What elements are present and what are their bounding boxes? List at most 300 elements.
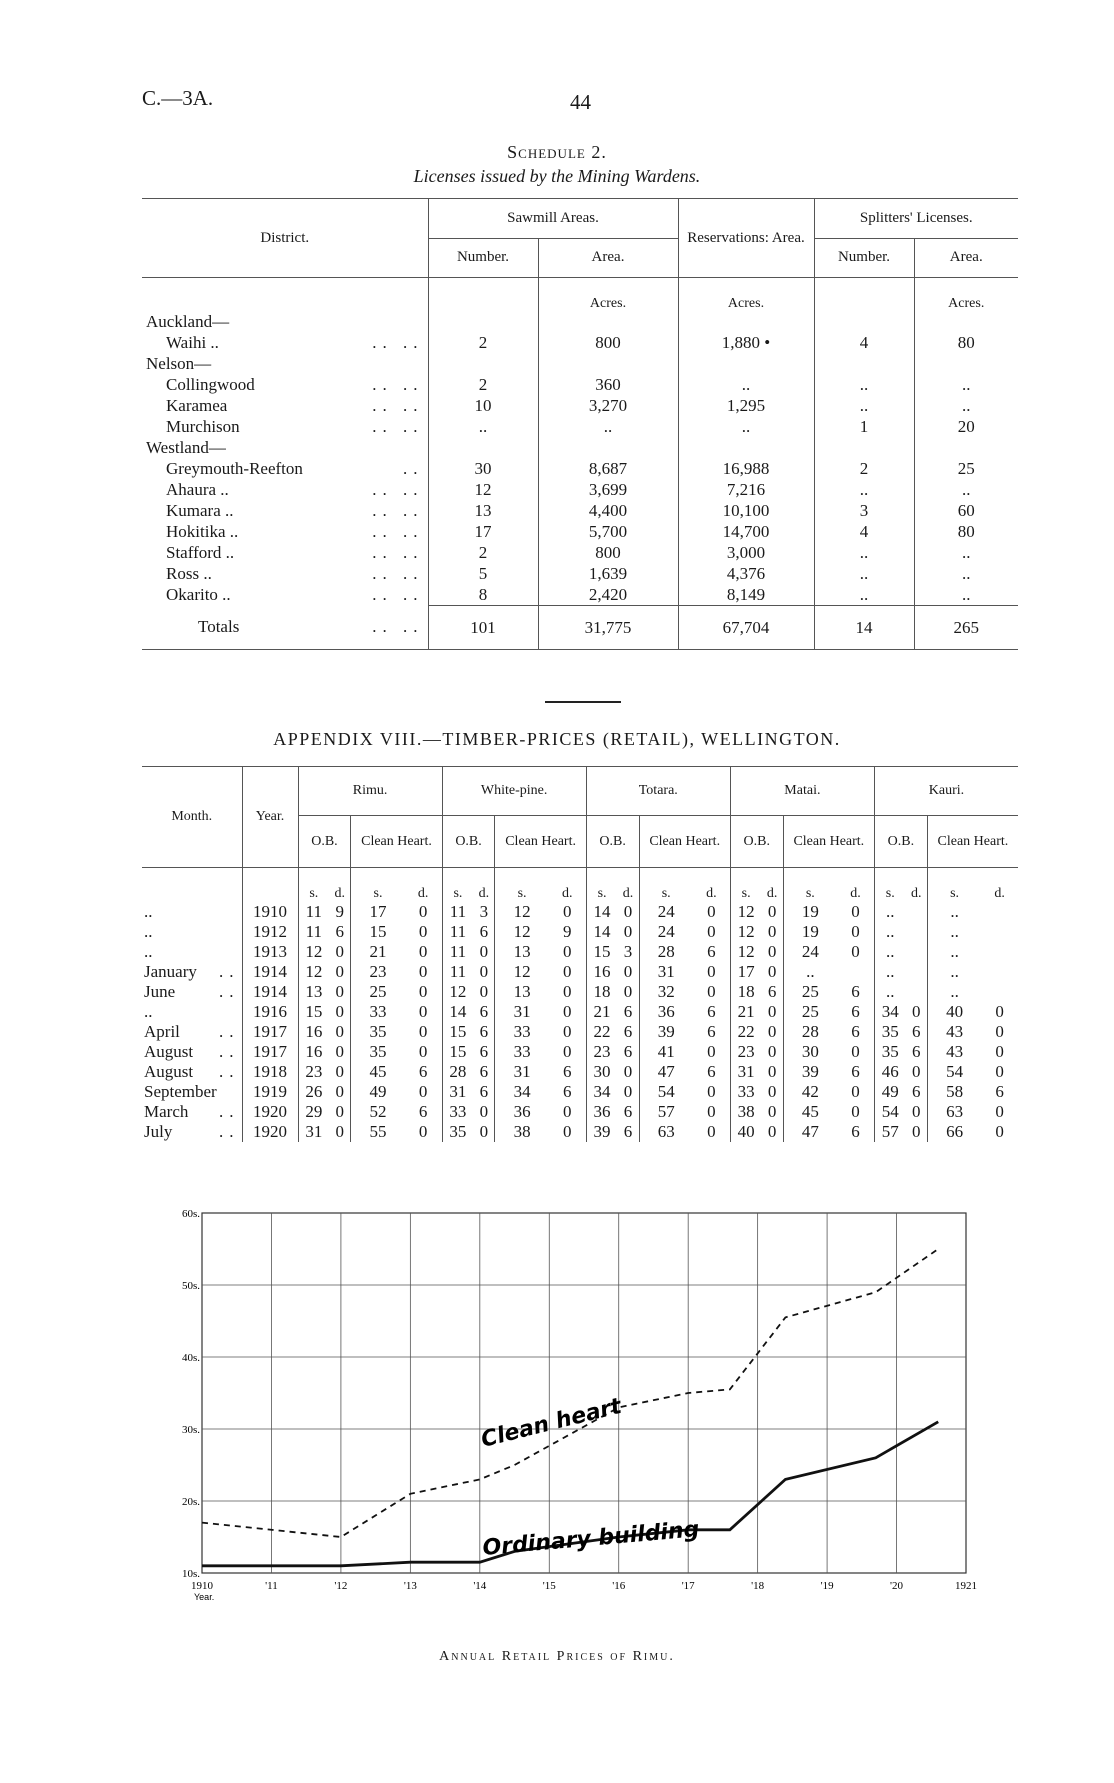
price-pence: [981, 922, 1018, 942]
price-pence: 6: [851, 1121, 860, 1141]
price-shillings: 19: [783, 922, 837, 942]
price-pence: 0: [767, 1001, 777, 1021]
sawmill-number: 17: [428, 522, 538, 543]
district-name: Ross ..: [166, 564, 212, 583]
leader-dots: ..: [219, 1121, 240, 1141]
price-pence: [981, 902, 1018, 922]
price-pence: 0: [767, 1041, 777, 1061]
appendix-title: APPENDIX VIII.—TIMBER-PRICES (RETAIL), WELLINGTON.: [273, 729, 841, 749]
price-shillings: 43: [927, 1022, 981, 1042]
year-cell: 1918: [242, 1062, 298, 1082]
price-shillings: 16: [586, 962, 617, 982]
leader-dots: .. ..: [372, 333, 424, 352]
x-tick-label: '11: [265, 1580, 278, 1592]
price-shillings: 33: [351, 1002, 405, 1022]
price-pence: 0: [562, 1101, 572, 1121]
price-shillings: 40: [927, 1002, 981, 1022]
price-shillings: 15: [351, 922, 405, 942]
reservation-area: ..: [678, 417, 814, 438]
price-shillings: 11: [442, 962, 473, 982]
sawmill-number: [428, 438, 538, 459]
price-pence: 0: [562, 1041, 572, 1061]
x-tick-label: '18: [751, 1580, 765, 1592]
price-pence: 0: [707, 1081, 716, 1101]
price-pence: 0: [418, 1001, 428, 1021]
price-shillings: 45: [351, 1062, 405, 1082]
price-shillings: 63: [927, 1102, 981, 1122]
sawmill-area: 1,639: [538, 564, 678, 585]
price-pence: 0: [418, 1041, 428, 1061]
area-unit: Acres.: [538, 278, 678, 312]
district-row: [142, 522, 1018, 543]
price-shillings: 49: [874, 1082, 905, 1102]
splitters-number: [814, 438, 914, 459]
price-shillings: 11: [298, 922, 329, 942]
splitters-area: ..: [914, 480, 1018, 501]
price-shillings: 31: [495, 1002, 549, 1022]
price-pence: 0: [851, 921, 860, 941]
reservation-area: 10,100: [678, 501, 814, 522]
price-pence: 9: [562, 921, 572, 941]
y-tick-label: 20s.: [181, 1496, 200, 1508]
price-pence: 0: [418, 981, 428, 1001]
price-pence: [906, 922, 928, 942]
price-shillings: ..: [874, 962, 905, 982]
price-shillings: 28: [639, 942, 693, 962]
year-cell: 1914: [242, 962, 298, 982]
price-pence: 6: [479, 1061, 489, 1081]
price-shillings: ..: [927, 922, 981, 942]
x-tick-label: '19: [820, 1580, 834, 1592]
price-pence: 6: [479, 921, 489, 941]
reservation-area: 4,376: [678, 564, 814, 585]
sawmill-area: 360: [538, 375, 678, 396]
price-shillings: 31: [730, 1062, 761, 1082]
sawmill-area: ..: [538, 417, 678, 438]
reservation-area: 16,988: [678, 459, 814, 480]
price-pence: 0: [623, 1061, 633, 1081]
district-name: Auckland—: [146, 312, 230, 331]
district-row: [142, 480, 1018, 501]
x-tick-label: '20: [890, 1580, 904, 1592]
price-shillings: 57: [874, 1122, 905, 1142]
price-pence: 6: [623, 1101, 633, 1121]
year-cell: 1910: [242, 902, 298, 922]
x-tick-label: '14: [473, 1580, 487, 1592]
pence-unit: d.: [910, 885, 922, 901]
price-shillings: 13: [495, 982, 549, 1002]
year-cell: 1917: [242, 1042, 298, 1062]
price-shillings: 21: [730, 1002, 761, 1022]
sp-area-unit: Acres.: [914, 278, 1018, 312]
sawmill-number: 8: [428, 585, 538, 606]
price-pence: 0: [562, 1021, 572, 1041]
ob-header: O.B.: [586, 816, 639, 868]
month-name: July: [144, 1121, 173, 1141]
reservation-area: 14,700: [678, 522, 814, 543]
price-pence: 0: [418, 961, 428, 981]
splitters-number: [814, 312, 914, 333]
sawmill-area: 3,270: [538, 396, 678, 417]
district-row: [142, 417, 1018, 438]
price-shillings: 14: [586, 922, 617, 942]
district-name: Murchison: [166, 417, 240, 436]
price-shillings: 28: [442, 1062, 473, 1082]
price-shillings: ..: [783, 962, 837, 982]
price-pence: 0: [767, 1121, 777, 1141]
district-name: Karamea: [166, 396, 228, 415]
section-divider: [545, 701, 621, 703]
ob-header: O.B.: [730, 816, 783, 868]
price-shillings: 46: [874, 1062, 905, 1082]
price-pence: 0: [479, 981, 489, 1001]
price-shillings: 11: [298, 902, 329, 922]
number-header: Number.: [428, 238, 538, 278]
district-row: [142, 312, 1018, 333]
leader-dots: ..: [219, 1021, 240, 1041]
reservations-header: Reservations: Area.: [678, 199, 814, 278]
price-shillings: 36: [586, 1102, 617, 1122]
price-shillings: 34: [874, 1002, 905, 1022]
price-pence: [981, 962, 1018, 982]
price-row: [142, 1102, 1018, 1122]
splitters-number: ..: [814, 480, 914, 501]
price-pence: 0: [707, 901, 716, 921]
district-row: [142, 375, 1018, 396]
price-pence: 6: [707, 941, 716, 961]
x-tick-label: 1921: [955, 1580, 977, 1592]
splitters-number: ..: [814, 543, 914, 564]
sawmill-number: 2: [428, 333, 538, 354]
leader-dots: ..: [219, 1041, 240, 1061]
shillings-unit: s.: [639, 868, 693, 902]
y-tick-label: 30s.: [181, 1424, 200, 1436]
price-pence: 3: [623, 941, 633, 961]
splitters-area: ..: [914, 375, 1018, 396]
price-pence: 0: [562, 1121, 572, 1141]
price-shillings: 39: [586, 1122, 617, 1142]
price-shillings: 16: [298, 1042, 329, 1062]
reservation-area: [678, 312, 814, 333]
price-pence: 0: [479, 941, 489, 961]
price-shillings: 16: [298, 1022, 329, 1042]
price-shillings: 19: [783, 902, 837, 922]
price-pence: 0: [623, 921, 633, 941]
year-cell: 1914: [242, 982, 298, 1002]
reservation-area: [678, 354, 814, 375]
splitters-number: ..: [814, 585, 914, 606]
price-pence: 0: [911, 1101, 921, 1121]
month-name: September: [144, 1081, 217, 1101]
district-header: District.: [142, 199, 428, 278]
price-pence: 0: [911, 1121, 921, 1141]
price-pence: 0: [851, 1041, 860, 1061]
price-pence: 6: [707, 1001, 716, 1021]
sawmill-header: Sawmill Areas.: [428, 199, 678, 239]
price-pence: 6: [623, 1021, 633, 1041]
price-row: [142, 942, 1018, 962]
district-name: Nelson—: [146, 354, 212, 373]
splitters-area: 60: [914, 501, 1018, 522]
year-cell: 1912: [242, 922, 298, 942]
sawmill-area: 3,699: [538, 480, 678, 501]
pence-unit: d.: [334, 885, 345, 901]
price-shillings: 15: [442, 1042, 473, 1062]
price-pence: 0: [995, 1101, 1004, 1121]
price-pence: 6: [851, 1021, 860, 1041]
price-shillings: 39: [639, 1022, 693, 1042]
y-tick-label: 10s.: [181, 1568, 200, 1580]
price-shillings: 21: [351, 942, 405, 962]
price-shillings: 36: [639, 1002, 693, 1022]
year-header: Year.: [242, 767, 298, 868]
price-pence: 0: [767, 901, 777, 921]
reservation-area: [678, 438, 814, 459]
leader-dots: .. ..: [372, 501, 424, 520]
reservation-area: 1,880 •: [678, 333, 814, 354]
splitters-number: ..: [814, 564, 914, 585]
price-pence: [837, 962, 875, 982]
price-pence: 6: [562, 1061, 572, 1081]
shillings-unit: s.: [298, 868, 329, 902]
price-pence: 6: [623, 1121, 633, 1141]
price-pence: 0: [995, 1061, 1004, 1081]
price-shillings: 47: [783, 1122, 837, 1142]
sawmill-number: [428, 354, 538, 375]
price-pence: 6: [911, 1081, 921, 1101]
total-reservations: 67,704: [678, 606, 814, 650]
district-row: [142, 396, 1018, 417]
price-pence: 0: [418, 1021, 428, 1041]
sawmill-area: [538, 354, 678, 375]
sawmill-area: 5,700: [538, 522, 678, 543]
leader-dots: ..: [219, 961, 240, 981]
price-row: [142, 962, 1018, 982]
price-pence: 0: [335, 1121, 344, 1141]
x-axis-label: Year.: [194, 1592, 215, 1602]
price-shillings: 23: [586, 1042, 617, 1062]
price-shillings: 45: [783, 1102, 837, 1122]
splitters-number: 1: [814, 417, 914, 438]
timber-prices-table: [142, 766, 1018, 1142]
shillings-unit: s.: [927, 868, 981, 902]
price-shillings: 11: [442, 942, 473, 962]
price-shillings: 57: [639, 1102, 693, 1122]
price-shillings: 23: [730, 1042, 761, 1062]
licenses-table: [142, 198, 1018, 652]
price-pence: 0: [335, 1041, 344, 1061]
reservation-area: 8,149: [678, 585, 814, 606]
price-shillings: 13: [298, 982, 329, 1002]
price-pence: 6: [418, 1101, 428, 1121]
price-shillings: 12: [442, 982, 473, 1002]
price-pence: 6: [418, 1061, 428, 1081]
price-shillings: 25: [783, 982, 837, 1002]
price-pence: 6: [911, 1041, 921, 1061]
price-pence: 0: [911, 1061, 921, 1081]
plot-frame: [202, 1213, 966, 1573]
price-shillings: 12: [495, 922, 549, 942]
price-pence: 0: [335, 1021, 344, 1041]
price-shillings: 22: [586, 1022, 617, 1042]
x-tick-label: '15: [542, 1580, 556, 1592]
price-shillings: 12: [495, 902, 549, 922]
wood-header-kauri: Kauri.: [874, 767, 1018, 816]
price-pence: [981, 982, 1018, 1002]
price-shillings: 35: [874, 1042, 905, 1062]
price-shillings: 33: [495, 1042, 549, 1062]
price-pence: 0: [707, 981, 716, 1001]
shillings-unit: s.: [874, 868, 905, 902]
price-pence: 0: [335, 961, 344, 981]
price-pence: 0: [479, 1121, 489, 1141]
x-tick-label: 1910: [191, 1580, 213, 1592]
price-shillings: 15: [298, 1002, 329, 1022]
district-name: Okarito ..: [166, 585, 231, 604]
price-shillings: 30: [783, 1042, 837, 1062]
price-shillings: 55: [351, 1122, 405, 1142]
district-row: [142, 333, 1018, 354]
price-shillings: 14: [442, 1002, 473, 1022]
clean-heart-header: Clean Heart.: [351, 816, 442, 868]
sawmill-number: 10: [428, 396, 538, 417]
price-shillings: 52: [351, 1102, 405, 1122]
price-pence: 0: [707, 1041, 716, 1061]
price-pence: 0: [995, 1041, 1004, 1061]
year-cell: 1917: [242, 1022, 298, 1042]
price-shillings: 22: [730, 1022, 761, 1042]
price-pence: 0: [851, 941, 860, 961]
month-name: ..: [144, 1001, 153, 1021]
price-shillings: 25: [783, 1002, 837, 1022]
splitters-area: ..: [914, 543, 1018, 564]
price-pence: 0: [479, 961, 489, 981]
price-shillings: 35: [442, 1122, 473, 1142]
shillings-unit: s.: [730, 868, 761, 902]
price-shillings: 54: [927, 1062, 981, 1082]
price-shillings: ..: [927, 982, 981, 1002]
price-shillings: 33: [495, 1022, 549, 1042]
year-cell: 1913: [242, 942, 298, 962]
price-shillings: 12: [730, 902, 761, 922]
sawmill-number: 30: [428, 459, 538, 480]
clean-heart-header: Clean Heart.: [927, 816, 1018, 868]
sawmill-number: 2: [428, 543, 538, 564]
district-name: Hokitika ..: [166, 522, 239, 541]
price-shillings: 21: [586, 1002, 617, 1022]
ob-header: O.B.: [874, 816, 927, 868]
price-row: [142, 1062, 1018, 1082]
ob-header: O.B.: [298, 816, 351, 868]
district-row: [142, 564, 1018, 585]
price-pence: 0: [335, 1081, 344, 1101]
price-shillings: ..: [927, 962, 981, 982]
price-pence: 6: [562, 1081, 572, 1101]
schedule-subtitle: Licenses issued by the Mining Wardens.: [413, 166, 701, 186]
pence-unit: d.: [994, 885, 1005, 901]
month-name: ..: [144, 901, 153, 921]
res-unit: Acres.: [678, 278, 814, 312]
shillings-unit: s.: [442, 868, 473, 902]
price-shillings: 54: [639, 1082, 693, 1102]
district-name: Westland—: [146, 438, 226, 457]
price-shillings: ..: [874, 982, 905, 1002]
splitters-area: 80: [914, 522, 1018, 543]
price-shillings: 29: [298, 1102, 329, 1122]
splitters-number: [814, 354, 914, 375]
price-shillings: 33: [730, 1082, 761, 1102]
splitters-area: [914, 312, 1018, 333]
price-shillings: 28: [783, 1022, 837, 1042]
leader-dots: ..: [219, 1061, 240, 1081]
price-pence: 0: [707, 1121, 716, 1141]
clean-heart-header: Clean Heart.: [495, 816, 586, 868]
total-area: 31,775: [538, 606, 678, 650]
price-pence: 6: [479, 1081, 489, 1101]
sawmill-area: 2,420: [538, 585, 678, 606]
page-number: 44: [570, 90, 591, 114]
sawmill-area: [538, 438, 678, 459]
splitters-area: 25: [914, 459, 1018, 480]
clean-heart-line: [202, 1249, 938, 1537]
sawmill-area: [538, 312, 678, 333]
price-shillings: 40: [730, 1122, 761, 1142]
price-pence: 0: [623, 961, 633, 981]
wood-header-rimu: Rimu.: [298, 767, 442, 816]
leader-dots: .. ..: [372, 522, 424, 541]
price-shillings: 58: [927, 1082, 981, 1102]
sawmill-number: 13: [428, 501, 538, 522]
price-shillings: 13: [495, 942, 549, 962]
pence-unit: d.: [478, 885, 490, 901]
total-number: 101: [428, 606, 538, 650]
document-reference: C.—3A.: [142, 86, 214, 110]
splitters-number: ..: [814, 396, 914, 417]
price-shillings: 38: [730, 1102, 761, 1122]
price-pence: 0: [562, 981, 572, 1001]
leader-dots: .. ..: [372, 543, 424, 562]
price-pence: 0: [418, 1121, 428, 1141]
price-pence: 6: [707, 1061, 716, 1081]
price-pence: 0: [418, 921, 428, 941]
splitters-number: 2: [814, 459, 914, 480]
reservation-area: ..: [678, 375, 814, 396]
price-shillings: 12: [495, 962, 549, 982]
price-pence: 0: [707, 921, 716, 941]
splitters-header: Splitters' Licenses.: [814, 199, 1018, 239]
leader-dots: .. ..: [372, 417, 424, 436]
price-pence: 0: [335, 1061, 344, 1081]
price-pence: 6: [851, 1001, 860, 1021]
pence-unit: d.: [417, 885, 429, 901]
price-shillings: 26: [298, 1082, 329, 1102]
shillings-unit: s.: [495, 868, 549, 902]
price-shillings: 11: [442, 902, 473, 922]
splitters-area: 20: [914, 417, 1018, 438]
sawmill-area: 4,400: [538, 501, 678, 522]
price-shillings: 12: [298, 942, 329, 962]
pence-unit: d.: [850, 885, 861, 901]
price-pence: 0: [623, 901, 633, 921]
price-shillings: 47: [639, 1062, 693, 1082]
splitters-area: [914, 354, 1018, 375]
splitters-area: ..: [914, 564, 1018, 585]
district-name: Collingwood: [166, 375, 255, 394]
price-pence: 0: [562, 941, 572, 961]
year-cell: 1916: [242, 1002, 298, 1022]
leader-dots: ..: [403, 459, 424, 478]
price-pence: 0: [418, 941, 428, 961]
